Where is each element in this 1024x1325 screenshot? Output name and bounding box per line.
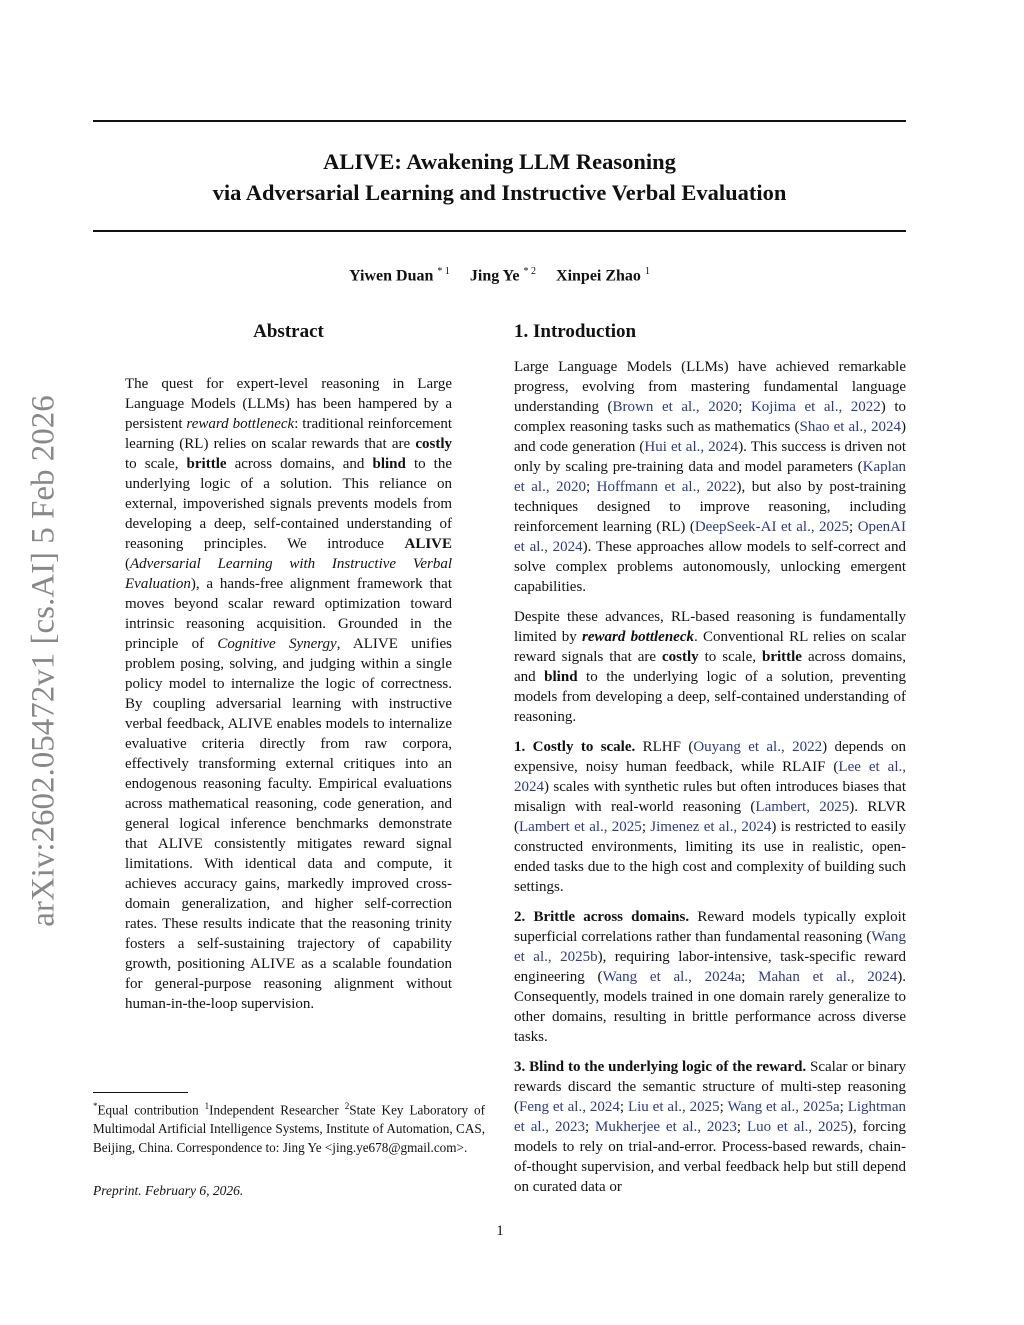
footnote-rule [93,1092,188,1093]
page-number: 1 [496,1223,504,1239]
arxiv-identifier: arXiv:2602.05472v1 [cs.AI] 5 Feb 2026 [25,395,62,927]
citation-link[interactable]: Ouyang et al., 2022 [693,739,823,755]
citation-link[interactable]: Lee et al., 2024 [514,759,906,795]
preprint-note: Preprint. February 6, 2026. [93,1183,244,1198]
introduction-heading: 1. Introduction [514,321,637,342]
intro-paragraph: 1. Costly to scale. RLHF (Ouyang et al., 2022) depends on expensive, noisy human feedback, while RLAIF (Lee et al., 2024) scales with synthetic rules but often introduces biases that misalign with real-world reasoning (Lambert, 2025). RLVR (Lambert et al., 2025; Jimenez et al., 2024) is restricted to easily constructed environments, limiting its use in realistic, open-ended tasks due to the high cost and complexity of building such settings. [514,739,906,895]
citation-link[interactable]: Lightman et al., 2023 [514,1099,907,1135]
introduction-body [514,357,906,1207]
author-affiliation-marks: * 2 [523,266,537,277]
citation-link[interactable]: Wang et al., 2025a [727,1099,840,1115]
citation-link[interactable]: Kaplan et al., 2020 [514,459,906,495]
intro-paragraph: 3. Blind to the underlying logic of the reward. Scalar or binary rewards discard the semantic structure of multi-step reasoning (Feng et al., 2024; Liu et al., 2025; Wang et al., 2025a; Lightman et al., 2023; Mukherjee et al., 2023; Luo et al., 2025), forcing models to rely on trial-and-error. Process-based rewards, chain-of-thought supervision, and verbal feedback help but still depend on curated data or [514,1059,907,1195]
author-name: Xinpei Zhao [556,267,641,285]
citation-link[interactable]: Brown et al., 2020 [612,399,739,415]
citation-link[interactable]: Liu et al., 2025 [627,1099,720,1115]
citation-link[interactable]: Wang et al., 2025b [514,929,906,965]
citation-link[interactable]: Shao et al., 2024 [799,419,901,435]
author-name: Yiwen Duan [349,267,434,285]
author-name: Jing Ye [469,267,520,285]
intro-paragraph: Large Language Models (LLMs) have achieved remarkable progress, evolving from mastering fundamental language understanding (Brown et al., 2020; Kojima et al., 2022) to complex reasoning tasks such as mathematics (Shao et al., 2024) and code generation (Hui et al., 2024). This success is driven not only by scaling pre-training data and model parameters (Kaplan et al., 2020; Hoffmann et al., 2022), but also by post-training techniques designed to improve reasoning, including reinforcement learning (RL) (DeepSeek-AI et al., 2025; OpenAI et al., 2024). These approaches allow models to self-correct and solve complex problems autonomously, unlocking emergent capabilities. [514,359,907,595]
author-affiliation-marks: * 1 [437,266,450,277]
footnote: *Equal contribution $^1$Independent Researcher $^2$State Key Laboratory of Multimodal Artificial Intelligence Systems, Institute of Automation, CAS, Beijing, China. Correspondence to: Jing Ye <jing.ye678@gmail.com>. [93,1101,485,1156]
citation-link[interactable]: Luo et al., 2025 [746,1119,849,1135]
citation-link[interactable]: OpenAI et al., 2024 [514,519,907,555]
author-list [93,266,906,285]
citation-link[interactable]: Lambert, 2025 [755,799,850,815]
citation-link[interactable]: Hoffmann et al., 2022 [596,479,737,495]
citation-link[interactable]: DeepSeek-AI et al., 2025 [694,519,850,535]
citation-link[interactable]: Wang et al., 2024a [602,969,742,985]
title-rule-top [93,120,906,122]
intro-paragraph: 2. Brittle across domains. Reward models typically exploit superficial correlations rather than fundamental reasoning (Wang et al., 2025b), requiring labor-intensive, task-specific reward engineering (Wang et al., 2024a; Mahan et al., 2024). Consequently, models trained in one domain rarely generalize to other domains, resulting in brittle performance across diverse tasks. [514,909,906,1045]
intro-paragraph: Despite these advances, RL-based reasoning is fundamentally limited by reward bottleneck. Conventional RL relies on scalar reward signals that are costly to scale, brittle across domains, and blind to the underlying logic of a solution, preventing models from developing a deep, self-contained understanding of reasoning. [514,609,907,725]
citation-link[interactable]: Lambert et al., 2025 [519,819,642,835]
abstract-body: The quest for expert-level reasoning in Large Language Models (LLMs) has been hampered by a persistent reward bottleneck: traditional reinforcement learning (RL) relies on scalar rewards that are costly to scale, brittle across domains, and blind to the underlying logic of a solution. This reliance on external, impoverished signals prevents models from developing a deep, self-contained understanding of reasoning principles. We introduce ALIVE (Adversarial Learning with Instructive Verbal Evaluation), a hands-free alignment framework that moves beyond scalar reward optimization toward intrinsic reasoning acquisition. Grounded in the principle of Cognitive Synergy, ALIVE unifies problem posing, solving, and judging within a single policy model to internalize the logic of correctness. By coupling adversarial learning with instructive verbal feedback, ALIVE enables models to internalize evaluative criteria directly from raw corpora, effectively transforming external critiques into an endogenous reasoning faculty. Empirical evaluations across mathematical reasoning, code generation, and general logical inference benchmarks demonstrate that ALIVE consistently mitigates reward signal limitations. With identical data and compute, it achieves accuracy gains, markedly improved cross-domain generalization, and higher self-correction rates. These results indicate that the reasoning trinity fosters a self-sustaining trajectory of capability growth, positioning ALIVE as a scalable foundation for general-purpose reasoning alignment without human-in-the-loop supervision. [125,376,453,1012]
paper-title-line-1: ALIVE: Awakening LLM Reasoning [323,149,676,174]
citation-link[interactable]: Hui et al., 2024 [644,439,739,455]
citation-link[interactable]: Kojima et al., 2022 [750,399,881,415]
abstract-heading: Abstract [253,321,324,342]
author-affiliation-marks: 1 [644,266,650,277]
citation-link[interactable]: Jimenez et al., 2024 [650,819,772,835]
paper-title-line-2: via Adversarial Learning and Instructive Verbal Evaluation [212,180,787,205]
citation-link[interactable]: Mahan et al., 2024 [758,969,898,985]
title-rule-bottom [93,230,906,232]
citation-link[interactable]: Mukherjee et al., 2023 [595,1119,737,1135]
citation-link[interactable]: Feng et al., 2024 [519,1099,620,1115]
